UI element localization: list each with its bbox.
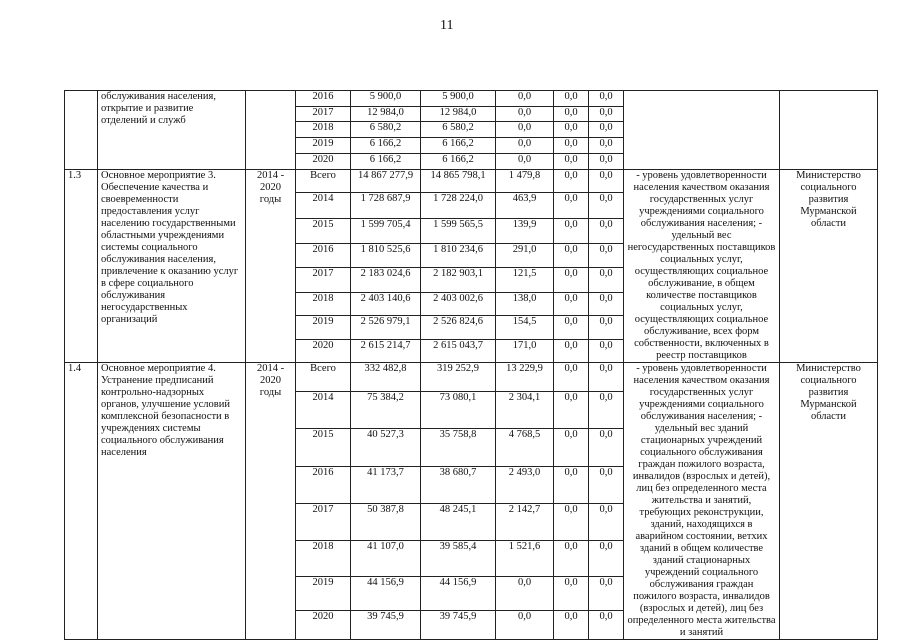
responsible-executor	[780, 91, 878, 170]
cell-year: Всего	[296, 363, 351, 392]
table-row	[65, 170, 878, 193]
cell-federal-budget: 1 521,6	[496, 541, 554, 577]
cell-total: 2 183 024,6	[351, 268, 421, 293]
cell-year: 2015	[296, 429, 351, 466]
cell-year: 2020	[296, 154, 351, 170]
cell-total: 2 403 140,6	[351, 292, 421, 315]
cell-year: 2018	[296, 292, 351, 315]
table-row	[65, 363, 878, 392]
cell-year: 2019	[296, 138, 351, 154]
cell-federal-budget: 0,0	[496, 611, 554, 640]
cell-other-sources: 0,0	[589, 363, 624, 392]
cell-other-sources: 0,0	[589, 292, 624, 315]
cell-year: 2018	[296, 122, 351, 138]
cell-other-sources: 0,0	[589, 429, 624, 466]
cell-regional-budget: 44 156,9	[421, 577, 496, 611]
cell-total: 14 867 277,9	[351, 170, 421, 193]
cell-other-sources: 0,0	[589, 138, 624, 154]
cell-federal-budget: 0,0	[496, 577, 554, 611]
target-indicators	[624, 91, 780, 170]
cell-federal-budget: 2 493,0	[496, 466, 554, 503]
cell-local-budget: 0,0	[554, 154, 589, 170]
activity-period	[246, 91, 296, 170]
cell-federal-budget: 291,0	[496, 243, 554, 268]
cell-regional-budget: 2 526 824,6	[421, 316, 496, 339]
cell-total: 1 728 687,9	[351, 193, 421, 219]
cell-total: 2 526 979,1	[351, 316, 421, 339]
cell-regional-budget: 35 758,8	[421, 429, 496, 466]
cell-local-budget: 0,0	[554, 611, 589, 640]
cell-year: 2017	[296, 503, 351, 540]
cell-other-sources: 0,0	[589, 268, 624, 293]
cell-local-budget: 0,0	[554, 170, 589, 193]
cell-other-sources: 0,0	[589, 91, 624, 107]
cell-federal-budget: 0,0	[496, 138, 554, 154]
cell-federal-budget: 138,0	[496, 292, 554, 315]
activity-period: 2014 - 2020 годы	[246, 363, 296, 640]
cell-local-budget: 0,0	[554, 541, 589, 577]
cell-regional-budget: 2 615 043,7	[421, 339, 496, 362]
target-indicators: - уровень удовлетворенности населения качеством оказания государственных услуг учреждениями социального обслуживания населения; - удельный вес зданий стационарных учреждений социального обслуживания граждан пожилого возраста, инвалидов (взрослых и детей), лиц без определенного места жительства и занятий, требующих реконструкции, зданий, находящихся в аварийном состоянии, ветхих зданий в общем количестве зданий стационарных учреждений социального обслуживания граждан пожилого возраста, инвалидов (взрослых и детей), лиц без определенного места жительства и занятий	[624, 363, 780, 640]
cell-total: 5 900,0	[351, 91, 421, 107]
cell-other-sources: 0,0	[589, 219, 624, 244]
cell-local-budget: 0,0	[554, 503, 589, 540]
cell-other-sources: 0,0	[589, 577, 624, 611]
cell-total: 40 527,3	[351, 429, 421, 466]
cell-year: 2019	[296, 577, 351, 611]
cell-year: 2017	[296, 107, 351, 122]
cell-other-sources: 0,0	[589, 339, 624, 362]
cell-local-budget: 0,0	[554, 138, 589, 154]
cell-year: 2016	[296, 243, 351, 268]
cell-regional-budget: 1 728 224,0	[421, 193, 496, 219]
cell-local-budget: 0,0	[554, 268, 589, 293]
cell-regional-budget: 38 680,7	[421, 466, 496, 503]
cell-local-budget: 0,0	[554, 466, 589, 503]
cell-regional-budget: 73 080,1	[421, 391, 496, 428]
cell-year: 2016	[296, 466, 351, 503]
cell-total: 41 107,0	[351, 541, 421, 577]
cell-regional-budget: 12 984,0	[421, 107, 496, 122]
cell-regional-budget: 6 166,2	[421, 138, 496, 154]
cell-federal-budget: 13 229,9	[496, 363, 554, 392]
cell-regional-budget: 319 252,9	[421, 363, 496, 392]
cell-federal-budget: 139,9	[496, 219, 554, 244]
activity-period: 2014 - 2020 годы	[246, 170, 296, 363]
cell-regional-budget: 2 403 002,6	[421, 292, 496, 315]
cell-federal-budget: 463,9	[496, 193, 554, 219]
cell-other-sources: 0,0	[589, 170, 624, 193]
cell-year: 2018	[296, 541, 351, 577]
cell-regional-budget: 39 585,4	[421, 541, 496, 577]
cell-other-sources: 0,0	[589, 122, 624, 138]
cell-other-sources: 0,0	[589, 316, 624, 339]
responsible-executor: Министерство социального развития Мурманской области	[780, 363, 878, 640]
cell-local-budget: 0,0	[554, 316, 589, 339]
cell-local-budget: 0,0	[554, 107, 589, 122]
cell-local-budget: 0,0	[554, 243, 589, 268]
cell-local-budget: 0,0	[554, 363, 589, 392]
cell-year: 2019	[296, 316, 351, 339]
cell-regional-budget: 6 166,2	[421, 154, 496, 170]
cell-total: 44 156,9	[351, 577, 421, 611]
cell-year: 2020	[296, 611, 351, 640]
cell-other-sources: 0,0	[589, 541, 624, 577]
cell-total: 6 166,2	[351, 138, 421, 154]
cell-other-sources: 0,0	[589, 391, 624, 428]
cell-federal-budget: 1 479,8	[496, 170, 554, 193]
table-row	[65, 91, 878, 107]
cell-total: 75 384,2	[351, 391, 421, 428]
cell-year: 2014	[296, 193, 351, 219]
cell-federal-budget: 121,5	[496, 268, 554, 293]
cell-local-budget: 0,0	[554, 577, 589, 611]
cell-total: 50 387,8	[351, 503, 421, 540]
cell-federal-budget: 171,0	[496, 339, 554, 362]
cell-year: 2014	[296, 391, 351, 428]
cell-total: 39 745,9	[351, 611, 421, 640]
cell-local-budget: 0,0	[554, 193, 589, 219]
cell-local-budget: 0,0	[554, 339, 589, 362]
cell-regional-budget: 2 182 903,1	[421, 268, 496, 293]
cell-local-budget: 0,0	[554, 91, 589, 107]
cell-regional-budget: 1 599 565,5	[421, 219, 496, 244]
cell-local-budget: 0,0	[554, 292, 589, 315]
cell-year: Всего	[296, 170, 351, 193]
cell-federal-budget: 2 304,1	[496, 391, 554, 428]
cell-other-sources: 0,0	[589, 107, 624, 122]
program-activities-table	[64, 90, 878, 640]
cell-total: 1 599 705,4	[351, 219, 421, 244]
cell-total: 41 173,7	[351, 466, 421, 503]
cell-regional-budget: 1 810 234,6	[421, 243, 496, 268]
cell-local-budget: 0,0	[554, 391, 589, 428]
cell-total: 12 984,0	[351, 107, 421, 122]
cell-other-sources: 0,0	[589, 466, 624, 503]
cell-federal-budget: 0,0	[496, 154, 554, 170]
activity-name: обслуживания населения, открытие и развитие отделений и служб	[98, 91, 246, 170]
cell-local-budget: 0,0	[554, 429, 589, 466]
cell-year: 2020	[296, 339, 351, 362]
cell-total: 6 580,2	[351, 122, 421, 138]
activity-number: 1.3	[65, 170, 98, 363]
cell-federal-budget: 154,5	[496, 316, 554, 339]
activity-number	[65, 91, 98, 170]
cell-other-sources: 0,0	[589, 611, 624, 640]
activity-number: 1.4	[65, 363, 98, 640]
cell-other-sources: 0,0	[589, 503, 624, 540]
cell-regional-budget: 39 745,9	[421, 611, 496, 640]
cell-regional-budget: 5 900,0	[421, 91, 496, 107]
cell-local-budget: 0,0	[554, 122, 589, 138]
cell-total: 1 810 525,6	[351, 243, 421, 268]
cell-other-sources: 0,0	[589, 193, 624, 219]
activity-name: Основное мероприятие 3. Обеспечение качества и своевременности предоставления услуг населению государственными областными учреждениями системы социального обслуживания населения, привлечение к оказанию услуг в сфере социального обслуживания негосударственных организаций	[98, 170, 246, 363]
cell-total: 6 166,2	[351, 154, 421, 170]
cell-total: 332 482,8	[351, 363, 421, 392]
cell-other-sources: 0,0	[589, 154, 624, 170]
cell-year: 2017	[296, 268, 351, 293]
cell-other-sources: 0,0	[589, 243, 624, 268]
cell-total: 2 615 214,7	[351, 339, 421, 362]
cell-regional-budget: 48 245,1	[421, 503, 496, 540]
cell-regional-budget: 6 580,2	[421, 122, 496, 138]
activity-name: Основное мероприятие 4. Устранение предписаний контрольно-надзорных органов, улучшение условий комплексной безопасности в учреждениях системы социального обслуживания населения	[98, 363, 246, 640]
cell-federal-budget: 2 142,7	[496, 503, 554, 540]
cell-year: 2016	[296, 91, 351, 107]
page-number: 11	[440, 18, 454, 33]
cell-federal-budget: 0,0	[496, 91, 554, 107]
cell-federal-budget: 0,0	[496, 107, 554, 122]
cell-federal-budget: 4 768,5	[496, 429, 554, 466]
cell-federal-budget: 0,0	[496, 122, 554, 138]
responsible-executor: Министерство социального развития Мурманской области	[780, 170, 878, 363]
cell-year: 2015	[296, 219, 351, 244]
target-indicators: - уровень удовлетворенности населения качеством оказания государственных услуг учреждениями социального обслуживания населения; - удельный вес негосударственных поставщиков социальных услуг, осуществляющих социальное обслуживание, в общем количестве поставщиков социальных услуг, осуществляющих социальное обслуживание, всех форм собственности, включенных в реестр поставщиков	[624, 170, 780, 363]
cell-local-budget: 0,0	[554, 219, 589, 244]
cell-regional-budget: 14 865 798,1	[421, 170, 496, 193]
